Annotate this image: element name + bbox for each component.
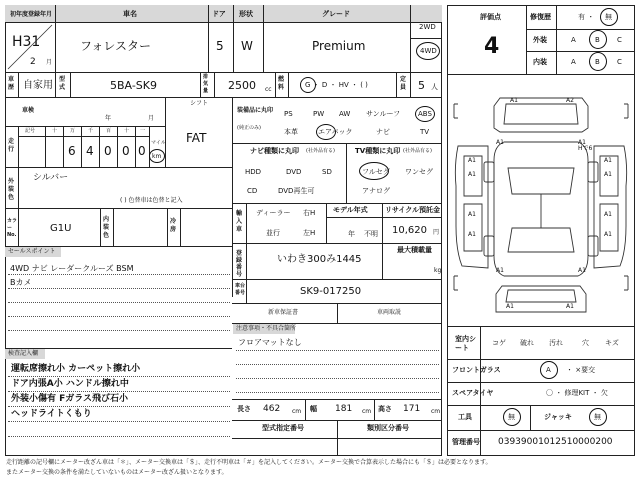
glass-x: ・ ×要交 [566, 366, 596, 374]
navi-cd: CD [247, 187, 258, 195]
plate-value: いわき300み1445 [277, 254, 362, 265]
rule [8, 274, 230, 275]
equip-ps: PS [284, 110, 293, 118]
type-cert-label: 型式指定番号 [262, 424, 304, 432]
equip-abs: ABS [418, 110, 432, 118]
digit-label: 十 [52, 128, 58, 134]
divider [288, 72, 289, 97]
fuel-g-circle [300, 77, 316, 93]
mile-label: マイル [151, 140, 166, 146]
model-year-unknown: 不明 [364, 230, 378, 238]
tool-label: 工具 [458, 413, 472, 421]
plate-label: 登録番号 [236, 250, 243, 278]
divider [326, 217, 442, 218]
jack-value: 無 [594, 413, 601, 421]
divider [180, 208, 181, 246]
drive-2wd: 2WD [419, 23, 436, 31]
divider [232, 143, 442, 144]
divider [208, 5, 209, 72]
max-load-kg: kg [434, 267, 442, 274]
inspector-note-line: 運転席擦れ小 カーペット擦れ小 [11, 364, 141, 374]
divider [149, 126, 150, 167]
manual-label: 車両取説 [377, 309, 402, 316]
first-reg-month: 2 [30, 57, 36, 67]
caution-value: フロアマットなし [238, 338, 302, 347]
recycle-yen: 円 [433, 229, 440, 236]
seat-label: 室内シート [455, 335, 476, 352]
divider [526, 51, 635, 52]
digit-label: 十 [124, 128, 130, 134]
equipment-subtitle: (純正のみ) [237, 125, 261, 131]
inspection-month-unit: 月 [148, 115, 155, 122]
divider [5, 22, 442, 23]
damage-label: A1 [578, 267, 586, 274]
digit-label: 一 [140, 128, 146, 134]
divider [18, 136, 149, 137]
distance-label: 走行 [8, 138, 15, 153]
rule [8, 376, 230, 377]
abs-circle [415, 106, 435, 122]
divider [135, 126, 136, 167]
divider [200, 72, 201, 97]
divider [530, 405, 531, 430]
grade-label: グレード [322, 10, 350, 18]
grade-value: Premium [312, 39, 366, 53]
divider [18, 126, 19, 167]
exterior-label: 外装色 [8, 178, 15, 201]
model-label: 型式 [59, 76, 66, 91]
inspector-note-line: 外装小傷有 Fガラス飛び石小 [11, 394, 129, 404]
divider [70, 72, 71, 97]
class-label: 類別区分番号 [367, 424, 409, 432]
exterior-value: シルバー [33, 173, 69, 183]
capacity-value: 5 [418, 79, 425, 92]
interior-color-label: 内装色 [103, 216, 110, 239]
glass-label: フロントガラス [452, 366, 501, 374]
seat-item: 穴 [582, 339, 589, 347]
damage-label: A2 [566, 97, 574, 104]
divider [117, 126, 118, 167]
rule [8, 436, 230, 437]
damage-label: A1 [578, 139, 586, 146]
height-value: 171 [403, 404, 421, 414]
divider [447, 359, 635, 360]
rule [8, 330, 230, 331]
divider [526, 5, 527, 74]
first-reg-slash [6, 23, 54, 71]
inspector-note-line: ヘッドライトくもり [11, 409, 92, 419]
equip-navi: ナビ [376, 128, 390, 136]
divider [374, 399, 375, 420]
score-value: 4 [484, 34, 500, 59]
recycle-label: リサイクル預託金 [385, 206, 441, 214]
width-cm: cm [362, 408, 372, 415]
divider [18, 72, 19, 97]
inspector-note-line: ドア内張A小 ハンドル擦れ中 [11, 379, 129, 389]
tv-oneseg: ワンセグ [405, 168, 433, 176]
capacity-label: 定員 [400, 76, 407, 91]
warranty-label: 新車保証書 [268, 309, 299, 316]
jack-label: ジャッキ [544, 413, 572, 421]
vin-label: 車台番号 [235, 283, 246, 296]
color-no-label: カラーNo. [7, 218, 18, 238]
usage-value: 自家用 [23, 80, 53, 91]
digit-value: 6 [68, 144, 76, 158]
rule [236, 350, 439, 351]
glass-a: A [546, 366, 551, 374]
glass-a-circle [540, 361, 558, 379]
divider [232, 279, 442, 280]
seat-item: 破れ [520, 339, 534, 347]
divider [5, 167, 232, 168]
equip-leather: 本革 [284, 128, 298, 136]
damage-label: A1 [510, 97, 518, 104]
capacity-unit: 人 [431, 83, 438, 91]
navi-title: ナビ種類に丸印 [250, 147, 299, 155]
divider [63, 126, 64, 167]
rule [236, 364, 439, 365]
displacement-label: 排気量 [203, 74, 209, 94]
tv-sub: (社外品有る) [403, 148, 432, 154]
rule [8, 391, 230, 392]
divider [396, 72, 397, 97]
roof-note: Hで6 [578, 145, 593, 152]
interior-b-circle [589, 52, 607, 71]
equip-aw: AW [339, 110, 351, 118]
divider [263, 5, 264, 72]
divider [447, 382, 635, 383]
divider [337, 420, 338, 456]
width-value: 181 [335, 404, 353, 414]
airbag-circle [316, 124, 336, 140]
first-reg-label: 初年度登録年月 [10, 11, 53, 18]
sales-points-line1: 4WD ナビ レーダークルーズ BSM [10, 264, 134, 273]
inspection-label: 車検 [22, 107, 35, 114]
height-cm: cm [431, 408, 441, 415]
sales-points-label: セールスポイント [8, 248, 56, 255]
divider [55, 72, 56, 97]
usage-label: 車歴 [8, 76, 15, 91]
damage-label: A1 [468, 157, 476, 164]
digit-value: 0 [104, 144, 112, 158]
divider [447, 430, 635, 431]
max-load-label: 最大積載量 [397, 246, 432, 254]
exterior-grade-label: 外装 [533, 36, 547, 44]
cooler-label: 冷房 [170, 218, 177, 233]
digit-label: 百 [106, 128, 112, 134]
divider [232, 243, 442, 244]
footer-line2: またメーター交換の条件を満たしていないものはメーター改ざん扱いとなります。 [6, 469, 228, 476]
km-label: km [152, 153, 162, 160]
exterior-grade-c: C [617, 36, 622, 44]
divider [165, 97, 166, 167]
import-lh: 左H [303, 229, 316, 237]
equip-tv: TV [420, 128, 430, 136]
divider [18, 167, 19, 208]
inspector-notes-label: 検査記入欄 [8, 350, 39, 357]
damage-label: A1 [468, 211, 476, 218]
equip-sunroof: サンルーフ [366, 110, 401, 118]
drive-4wd-circle [416, 42, 440, 60]
fuel-options: G ・ D ・ HV ・ ( ) [305, 81, 368, 89]
divider [326, 203, 327, 243]
divider [346, 143, 347, 203]
navi-dvd: DVD [286, 168, 302, 176]
month-unit: 月 [46, 59, 53, 66]
repair-none: 無 [605, 13, 612, 21]
fuel-label: 燃料 [278, 76, 285, 91]
divider [447, 326, 635, 327]
vin-value: SK9-017250 [300, 286, 362, 297]
mgmt-value: 03939001012510000200 [498, 437, 613, 447]
shift-label: シフト [190, 100, 209, 107]
divider [275, 72, 276, 97]
exterior-b-circle [589, 30, 607, 49]
divider [167, 208, 168, 246]
import-parallel: 並行 [266, 229, 280, 237]
divider [556, 5, 557, 74]
height-label: 高さ [378, 405, 392, 413]
digit-label: 記号 [25, 128, 36, 134]
shape-value: W [241, 39, 253, 53]
score-label: 評価点 [480, 13, 501, 21]
tv-title: TV種類に丸印 [355, 147, 401, 155]
damage-label: A1 [468, 171, 476, 178]
rule [8, 302, 230, 303]
recycle-value: 10,620 [392, 225, 427, 236]
navi-sd: SD [322, 168, 332, 176]
length-cm: cm [292, 408, 302, 415]
divider [382, 203, 383, 279]
model-year-label: モデル年式 [333, 206, 368, 214]
repair-none-circle [600, 8, 618, 26]
divider [246, 243, 247, 303]
inspection-year-unit: 年 [105, 115, 112, 122]
divider [447, 405, 635, 406]
interior-grade-a: A [571, 58, 576, 66]
divider [232, 399, 442, 400]
divider [526, 29, 635, 30]
divider [5, 97, 442, 98]
digit-label: 万 [70, 128, 76, 134]
rule [8, 288, 230, 289]
shift-value: FAT [186, 131, 207, 145]
exterior-grade-a: A [571, 36, 576, 44]
divider [45, 126, 46, 167]
drive-4wd: 4WD [420, 47, 437, 55]
displacement-value: 2500 [228, 79, 256, 92]
damage-label: A1 [604, 211, 612, 218]
jack-none-circle [589, 408, 607, 426]
rule [8, 406, 230, 407]
car-name-label: 車名 [123, 10, 137, 18]
tool-none-circle [503, 408, 521, 426]
mgmt-label: 管理番号 [452, 438, 480, 446]
width-label: 幅 [310, 405, 317, 413]
import-dealer: ディーラー [256, 209, 291, 217]
divider [99, 126, 100, 167]
spare-label: スペアタイヤ [452, 389, 494, 397]
divider [232, 203, 442, 204]
repair-label: 修復歴 [530, 13, 551, 21]
door-value: 5 [216, 39, 224, 53]
length-value: 462 [263, 404, 281, 414]
rule [236, 378, 439, 379]
door-label: ドア [212, 10, 226, 18]
divider [305, 399, 306, 420]
shape-label: 形状 [239, 10, 253, 18]
tv-analog: アナログ [362, 187, 390, 195]
rule [236, 392, 439, 393]
divider [410, 38, 442, 39]
fullseg-circle [359, 162, 389, 180]
digit-value: 0 [122, 144, 130, 158]
sales-points-line2: Bカメ [10, 278, 32, 287]
model-value: 5BA-SK9 [110, 79, 157, 92]
model-year-unit: 年 [348, 230, 355, 238]
seat-item: 汚れ [549, 339, 563, 347]
interior-grade-label: 内装 [533, 58, 547, 66]
repair-options: 有 ・ [578, 13, 595, 21]
divider [55, 5, 56, 72]
damage-label: A1 [604, 171, 612, 178]
rule [8, 421, 230, 422]
divider [232, 97, 233, 297]
exterior-grade-b: B [595, 36, 600, 44]
import-rh: 右H [303, 209, 316, 217]
interior-grade-b: B [595, 58, 600, 66]
footer-line1: 走行距離の記号欄にメーター改ざん車は「＊」、メーター交換車は「＄」、走行不明車は「＃」を記入してください。メーター交換で合算表示した場合にも「＄」は必要となります。 [6, 459, 492, 466]
divider [214, 72, 215, 97]
spare-items: 〇 ・ 修理KIT ・ 欠 [546, 389, 608, 397]
interior-grade-c: C [617, 58, 622, 66]
divider [5, 126, 165, 127]
seat-item: コゲ [492, 339, 506, 347]
divider [5, 208, 232, 209]
tv-fullseg: フルセグ [362, 168, 390, 176]
first-reg-value: H31 [12, 34, 41, 50]
cc-unit: cc [265, 86, 272, 93]
damage-label: A1 [496, 267, 504, 274]
damage-label: A1 [604, 157, 612, 164]
km-circle [149, 149, 165, 163]
rule [8, 316, 230, 317]
caution-label: 注意事項・不具合箇所 [236, 325, 297, 332]
divider [100, 208, 101, 246]
divider [447, 74, 635, 75]
import-label: 輸入車 [236, 210, 243, 233]
navi-hdd: HDD [245, 168, 262, 176]
length-label: 長さ [237, 405, 251, 413]
divider [81, 126, 82, 167]
navi-sub: (社外品有る) [306, 148, 335, 154]
car-diagram [448, 76, 634, 320]
divider [410, 72, 411, 97]
navi-dvd-play: DVD再生可 [278, 187, 315, 195]
divider [337, 303, 338, 323]
equip-pw: PW [313, 110, 325, 118]
damage-label: A1 [468, 231, 476, 238]
divider [246, 203, 247, 243]
damage-label: A1 [506, 303, 514, 310]
tool-value: 無 [508, 413, 515, 421]
divider [233, 5, 234, 72]
equip-airbag: エアバック [318, 128, 353, 136]
damage-label: A1 [604, 231, 612, 238]
digit-value: 4 [86, 144, 94, 158]
digit-label: 千 [88, 128, 94, 134]
car-name-value: フォレスター [80, 39, 152, 53]
seat-item: キズ [605, 339, 619, 347]
digit-value: 0 [138, 144, 146, 158]
exterior-change-note: ( ) 色替車は色替と記入 [120, 197, 183, 204]
divider [18, 208, 19, 246]
damage-label: A1 [496, 139, 504, 146]
equipment-title: 装備品に丸印 [237, 107, 274, 114]
damage-label: A1 [566, 303, 574, 310]
color-no-value: G1U [50, 223, 72, 234]
divider [113, 208, 114, 246]
